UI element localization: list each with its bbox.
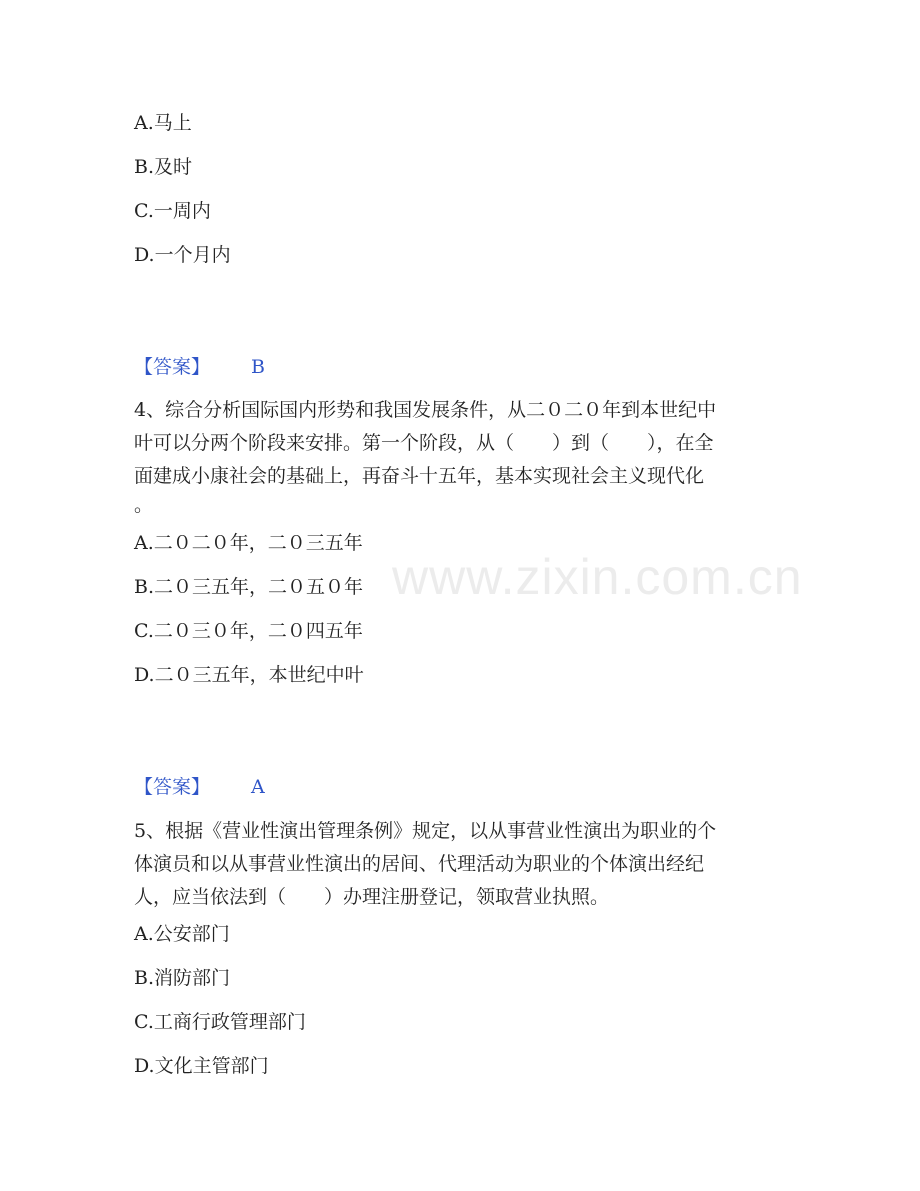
q4-option-d: D.二０三五年，本世纪中叶 xyxy=(134,664,364,686)
answer-label: 【答案】 xyxy=(134,356,211,378)
q5-option-a: A.公安部门 xyxy=(134,923,230,945)
question-4-text xyxy=(134,394,784,517)
answer-label: 【答案】 xyxy=(134,776,211,798)
option-a: A.马上 xyxy=(134,112,192,134)
option-c: C.一周内 xyxy=(134,200,211,222)
question-text-line: 4、综合分析国际国内形势和我国发展条件，从二０二０年到本世纪中 xyxy=(134,399,717,421)
option-b: B.及时 xyxy=(134,156,193,178)
option-d: D.一个月内 xyxy=(134,244,231,266)
q5-option-b: B.消防部门 xyxy=(134,967,231,989)
question-text-line: 叶可以分两个阶段来安排。第一个阶段，从（ ）到（ ），在全 xyxy=(134,432,714,454)
q5-option-c: C.工商行政管理部门 xyxy=(134,1011,306,1033)
q4-option-a: A.二０二０年，二０三五年 xyxy=(134,532,363,554)
question-text-line: 人，应当依法到（ ）办理注册登记，领取营业执照。 xyxy=(134,886,610,908)
question-text-line: 面建成小康社会的基础上，再奋斗十五年，基本实现社会主义现代化 xyxy=(134,465,705,487)
answer-row xyxy=(134,775,265,799)
watermark-text: www.zixin.com.cn xyxy=(392,549,803,605)
q4-option-b: B.二０三五年，二０五０年 xyxy=(134,576,364,598)
question-text-line: 体演员和以从事营业性演出的居间、代理活动为职业的个体演出经纪 xyxy=(134,853,705,875)
answer-value: B xyxy=(251,356,265,378)
answer-row xyxy=(134,355,265,379)
question-5-text xyxy=(134,815,784,914)
answer-value: A xyxy=(251,776,265,798)
question-text-line: 5、根据《营业性演出管理条例》规定，以从事营业性演出为职业的个 xyxy=(134,820,717,842)
q4-option-c: C.二０三０年，二０四五年 xyxy=(134,620,363,642)
q5-option-d: D.文化主管部门 xyxy=(134,1055,269,1077)
question-text-line: 。 xyxy=(134,494,154,516)
